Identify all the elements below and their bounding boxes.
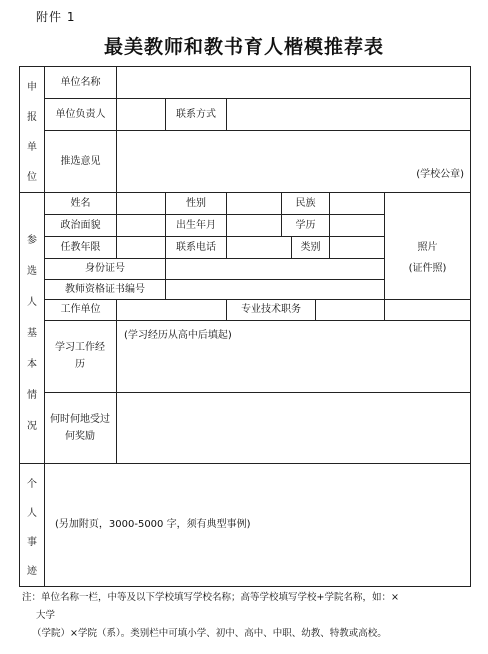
school-seal-note: (学校公章)	[416, 169, 464, 180]
unit-name-label: 单位名称	[60, 77, 101, 88]
footnote-line-3: （学院）×学院（系）。类别栏中可填小学、初中、高中、中职、幼教、特教或高校。	[32, 628, 387, 639]
form-title: 最美教师和教书育人楷模推荐表	[103, 36, 384, 58]
attachment-label: 附件 1	[36, 10, 76, 24]
photo-label: 照片	[417, 242, 438, 253]
education-label: 学历	[295, 220, 316, 231]
gender-label: 性别	[186, 198, 206, 209]
recommendation-opinion-label: 推选意见	[60, 156, 101, 167]
category-label: 类别	[300, 242, 321, 253]
phone-label: 联系电话	[176, 242, 216, 253]
birth-date-label: 出生年月	[176, 220, 216, 231]
basic-info-section-label: 参 选 人 基 本 情 况	[27, 235, 37, 432]
contact-label: 联系方式	[176, 109, 216, 120]
political-status-label: 政治面貌	[60, 220, 101, 231]
name-label: 姓名	[70, 198, 91, 209]
footnote-line-2: 大学	[36, 610, 56, 621]
professional-title-label: 专业技术职务	[241, 304, 301, 315]
personal-deeds-section-label: 个 人 事 迹	[27, 479, 37, 577]
work-unit-label: 工作单位	[60, 304, 101, 315]
footnote	[22, 589, 468, 643]
applicant-section-label: 申 报 单 位	[27, 82, 37, 183]
history-note: (学习经历从高中后填起)	[124, 330, 232, 341]
footnote-line-1: 注：单位名称一栏，中等及以下学校填写学校名称；高等学校填写学校+学院名称，如：×	[22, 592, 399, 603]
teacher-cert-number-label: 教师资格证书编号	[65, 284, 145, 295]
unit-leader-label: 单位负责人	[55, 109, 106, 120]
awards-label: 何时何地受过何奖励	[50, 414, 110, 442]
id-number-label: 身份证号	[85, 263, 125, 274]
study-work-history-label: 学习工作经历	[55, 342, 105, 370]
personal-deeds-note: (另加附页，3000-5000 字，须有典型事例)	[55, 519, 251, 530]
ethnicity-label: 民族	[295, 198, 316, 209]
photo-note: (证件照)	[408, 263, 447, 274]
teaching-years-label: 任教年限	[60, 242, 101, 253]
